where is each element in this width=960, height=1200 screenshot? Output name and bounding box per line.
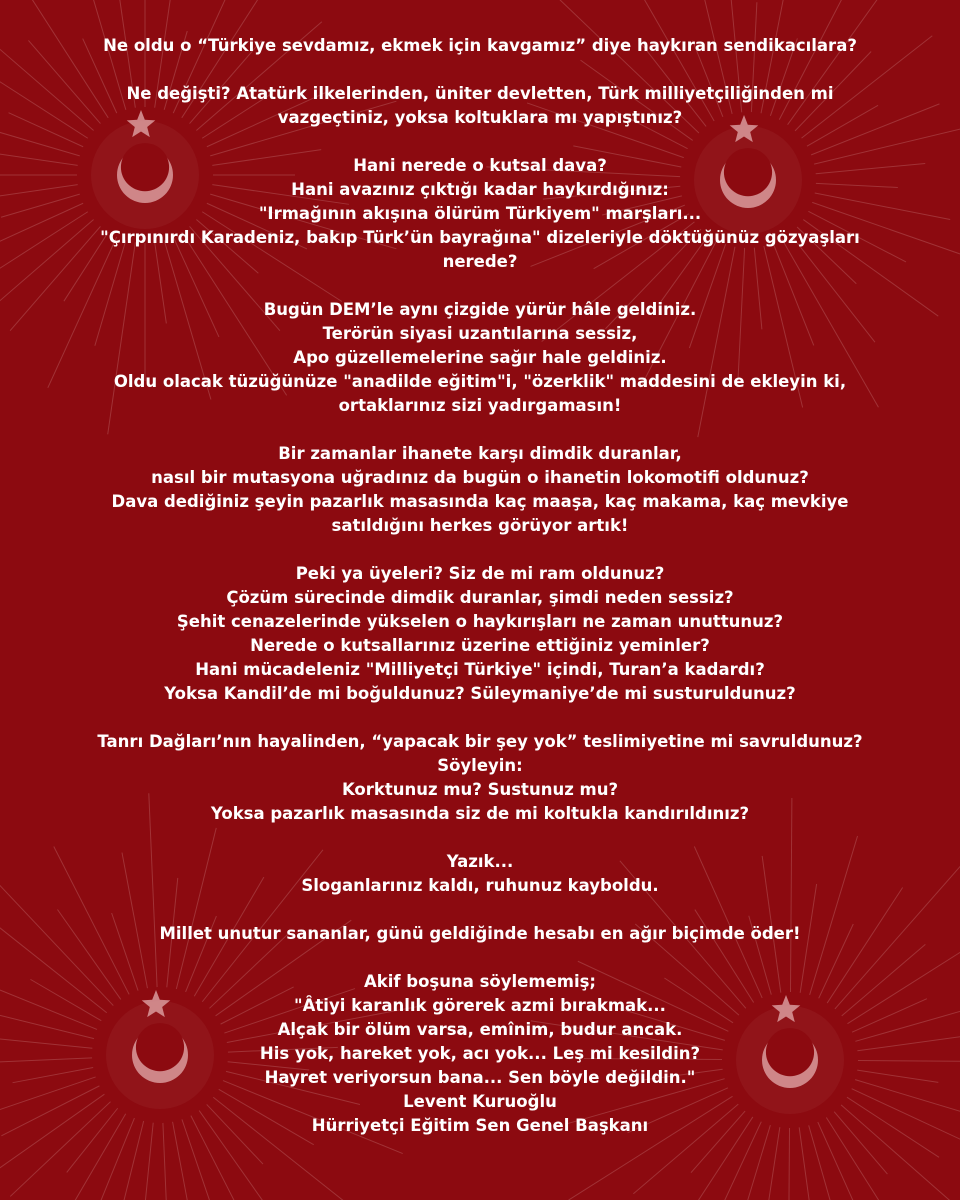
paragraph xyxy=(0,298,960,418)
text-line: Alçak bir ölüm varsa, emînim, budur ancak. xyxy=(277,1020,683,1039)
paragraph xyxy=(0,562,960,706)
text-line: Apo güzellemelerine sağır hale geldiniz. xyxy=(293,348,667,367)
text-line: Peki ya üyeleri? Siz de mi ram oldunuz? xyxy=(295,564,665,583)
text-line: Ne değişti? Atatürk ilkelerinden, üniter devletten, Türk milliyetçiliğinden mi xyxy=(126,84,834,103)
text-line: ortaklarınız sizi yadırgamasın! xyxy=(338,396,622,415)
text-line: vazgeçtiniz, yoksa koltuklara mı yapıştınız? xyxy=(277,108,683,127)
paragraph xyxy=(0,442,960,538)
text-line: Hayret veriyorsun bana... Sen böyle değildin." xyxy=(264,1068,696,1087)
text-line: Sloganlarınız kaldı, ruhunuz kayboldu. xyxy=(301,876,659,895)
text-line: nerede? xyxy=(442,252,518,271)
paragraph xyxy=(0,970,960,1138)
text-line: Terörün siyasi uzantılarına sessiz, xyxy=(322,324,638,343)
text-line: Dava dediğiniz şeyin pazarlık masasında kaç maaşa, kaç makama, kaç mevkiye xyxy=(111,492,849,511)
paragraph xyxy=(0,154,960,274)
text-line: Yazık... xyxy=(446,852,514,871)
text-line: "Âtiyi karanlık görerek azmi bırakmak... xyxy=(294,996,666,1015)
text-line: Söyleyin: xyxy=(437,756,523,775)
text-line: satıldığını herkes görüyor artık! xyxy=(331,516,629,535)
text-line: Levent Kuruoğlu xyxy=(403,1092,557,1111)
text-line: Ne oldu o “Türkiye sevdamız, ekmek için kavgamız” diye haykıran sendikacılara? xyxy=(103,36,857,55)
text-line: Hürriyetçi Eğitim Sen Genel Başkanı xyxy=(311,1116,649,1135)
text-line: Hani nerede o kutsal dava? xyxy=(353,156,607,175)
paragraph xyxy=(0,922,960,946)
statement-text xyxy=(0,34,960,1138)
text-line: Akif boşuna söylememiş; xyxy=(363,972,597,991)
text-line: Korktunuz mu? Sustunuz mu? xyxy=(341,780,619,799)
text-line: Şehit cenazelerinde yükselen o haykırışları ne zaman unuttunuz? xyxy=(176,612,784,631)
text-line: Çözüm sürecinde dimdik duranlar, şimdi neden sessiz? xyxy=(226,588,734,607)
text-line: Yoksa Kandil’de mi boğuldunuz? Süleymaniye’de mi susturuldunuz? xyxy=(164,684,796,703)
text-line: Hani avazınız çıktığı kadar haykırdığınız: xyxy=(291,180,669,199)
text-line: His yok, hareket yok, acı yok... Leş mi kesildin? xyxy=(259,1044,701,1063)
text-line: Millet unutur sananlar, günü geldiğinde hesabı en ağır biçimde öder! xyxy=(159,924,801,943)
text-line: "Irmağının akışına ölürüm Türkiyem" marşları... xyxy=(258,204,702,223)
text-line: nasıl bir mutasyona uğradınız da bugün o ihanetin lokomotifi oldunuz? xyxy=(151,468,809,487)
text-line: Tanrı Dağları’nın hayalinden, “yapacak bir şey yok” teslimiyetine mi savruldunuz? xyxy=(97,732,863,751)
text-line: Oldu olacak tüzüğünüze "anadilde eğitim"i, "özerklik" maddesini de ekleyin ki, xyxy=(113,372,847,391)
text-line: Bugün DEM’le aynı çizgide yürür hâle geldiniz. xyxy=(263,300,697,319)
text-line: Hani mücadeleniz "Milliyetçi Türkiye" içindi, Turan’a kadardı? xyxy=(195,660,765,679)
text-line: Nerede o kutsallarınız üzerine ettiğiniz yeminler? xyxy=(250,636,710,655)
paragraph xyxy=(0,850,960,898)
paragraph xyxy=(0,34,960,58)
paragraph xyxy=(0,82,960,130)
text-line: "Çırpınırdı Karadeniz, bakıp Türk’ün bayrağına" dizeleriyle döktüğünüz gözyaşları xyxy=(100,228,860,247)
text-line: Yoksa pazarlık masasında siz de mi koltukla kandırıldınız? xyxy=(210,804,750,823)
paragraph xyxy=(0,730,960,826)
text-line: Bir zamanlar ihanete karşı dimdik duranlar, xyxy=(278,444,682,463)
